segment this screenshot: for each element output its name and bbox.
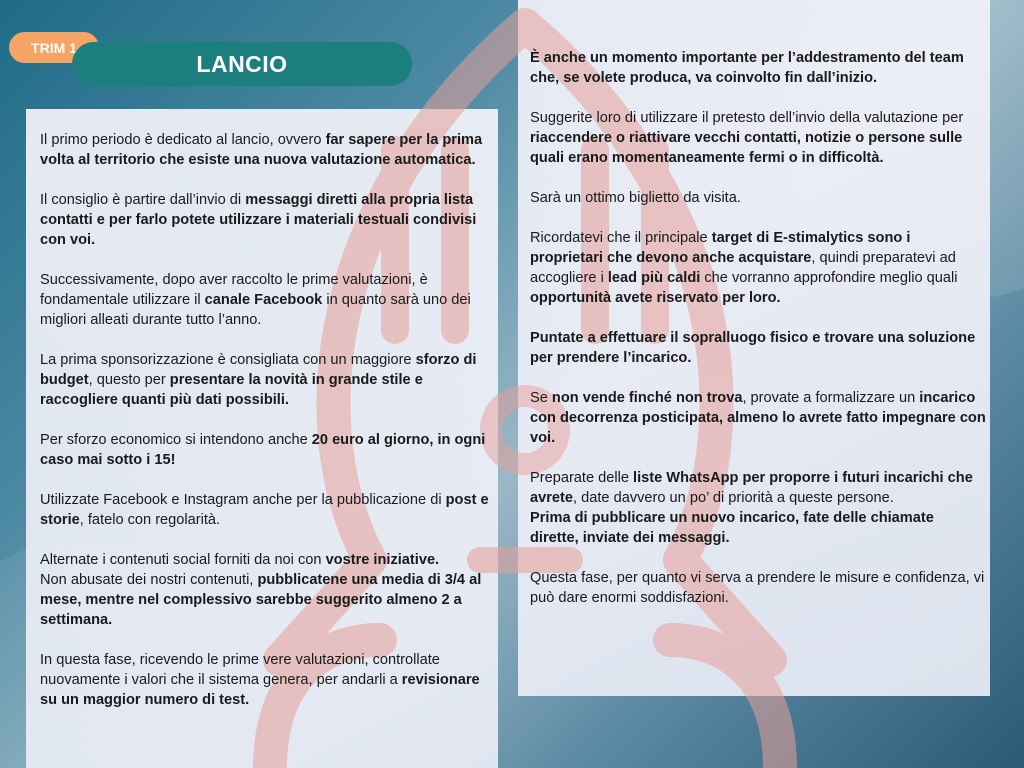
paragraph	[530, 388, 986, 448]
page-title: LANCIO	[72, 42, 412, 86]
paragraph	[40, 350, 490, 410]
text: Utilizzate Facebook e Instagram anche per la pubblicazione di	[40, 492, 446, 508]
paragraph	[530, 48, 986, 88]
bold-text: lead più caldi	[607, 270, 701, 286]
bold-text: liste WhatsApp per proporre i futuri incarichi che avrete	[530, 470, 973, 506]
paragraph	[40, 130, 490, 170]
paragraph	[530, 468, 986, 548]
text: Se	[530, 390, 552, 406]
trimester-badge: TRIM 1	[9, 32, 99, 63]
text: Questa fase, per quanto vi serva a prendere le misure e confidenza, vi può dare enormi soddisfazioni.	[530, 570, 985, 606]
paragraph	[40, 190, 490, 250]
bold-text: incarico con decorrenza posticipata, almeno lo avrete fatto impegnare con voi.	[530, 390, 986, 446]
left-text-column	[40, 130, 490, 730]
right-text-column	[530, 48, 986, 628]
text: Preparate delle	[530, 470, 634, 486]
paragraph	[530, 328, 986, 368]
text: , provate a formalizzare un	[742, 390, 920, 406]
text: Il consiglio è partire dall’invio di	[40, 192, 246, 208]
paragraph	[40, 490, 490, 530]
paragraph	[40, 550, 490, 630]
bold-text: opportunità avete riservato per loro.	[530, 290, 781, 306]
bold-text: pubblicatene una media di 3/4 al mese, mentre nel complessivo sarebbe suggerito almeno 2 a settimana.	[40, 572, 482, 628]
bold-text: Prima di pubblicare un nuovo incarico, fate delle chiamate dirette, inviate dei messaggi.	[530, 510, 934, 546]
paragraph	[530, 108, 986, 168]
paragraph	[530, 188, 986, 208]
text: Il primo periodo è dedicato al lancio, ovvero	[40, 132, 326, 148]
paragraph	[530, 228, 986, 308]
bold-text: messaggi diretti alla propria lista contatti e per farlo potete utilizzare i materiali testuali condivisi con voi.	[40, 192, 477, 248]
text: , fatelo con regolarità.	[79, 512, 221, 528]
bold-text: target di E-stimalytics sono i proprietari che devono anche acquistare	[530, 230, 911, 266]
bold-text: vostre iniziative.	[325, 552, 440, 568]
text: che vorranno approfondire meglio quali	[700, 270, 958, 286]
paragraph	[40, 650, 490, 710]
bold-text: È anche un momento importante per l’addestramento del team che, se volete produca, va coinvolto fin dall’inizio.	[530, 50, 964, 86]
text: Non abusate dei nostri contenuti,	[40, 572, 258, 588]
bold-text: non vende finché non trova	[551, 390, 743, 406]
text: in quanto sarà uno dei migliori alleati durante tutto l’anno.	[40, 292, 471, 328]
bold-text: revisionare su un maggior numero di test.	[40, 672, 480, 708]
text: Successivamente, dopo aver raccolto le prime valutazioni, è fondamentale utilizzare il	[40, 272, 428, 308]
bold-text: sforzo di budget	[40, 352, 477, 388]
text: La prima sponsorizzazione è consigliata con un maggiore	[40, 352, 416, 368]
text: Sarà un ottimo biglietto da visita.	[530, 190, 741, 206]
bold-text: 20 euro al giorno, in ogni caso mai sotto i 15!	[40, 432, 486, 468]
text: , date davvero un po’ di priorità a queste persone.	[573, 490, 894, 506]
bold-text: post e storie	[40, 492, 489, 528]
bold-text: presentare la novità in grande stile e raccogliere quanti più dati possibili.	[40, 372, 423, 408]
paragraph	[40, 270, 490, 330]
bold-text: riaccendere o riattivare vecchi contatti, notizie o persone sulle quali erano momentaneamente fermi o in difficoltà.	[530, 130, 963, 166]
text: Alternate i contenuti social forniti da noi con	[40, 552, 326, 568]
text: , questo per	[88, 372, 170, 388]
text: Ricordatevi che il principale	[530, 230, 712, 246]
text: In questa fase, ricevendo le prime vere valutazioni, controllate nuovamente i valori che il sistema genera, per andarli a	[40, 652, 440, 688]
text: , quindi preparatevi ad accogliere i	[530, 250, 956, 286]
paragraph	[530, 568, 986, 608]
text: Suggerite loro di utilizzare il pretesto dell’invio della valutazione per	[530, 110, 964, 126]
bold-text: canale Facebook	[204, 292, 323, 308]
bold-text: far sapere per la prima volta al territorio che esiste una nuova valutazione automatica.	[40, 132, 483, 168]
text: Per sforzo economico si intendono anche	[40, 432, 312, 448]
paragraph	[40, 430, 490, 470]
bold-text: Puntate a effettuare il sopralluogo fisico e trovare una soluzione per prendere l’incarico.	[530, 330, 976, 366]
